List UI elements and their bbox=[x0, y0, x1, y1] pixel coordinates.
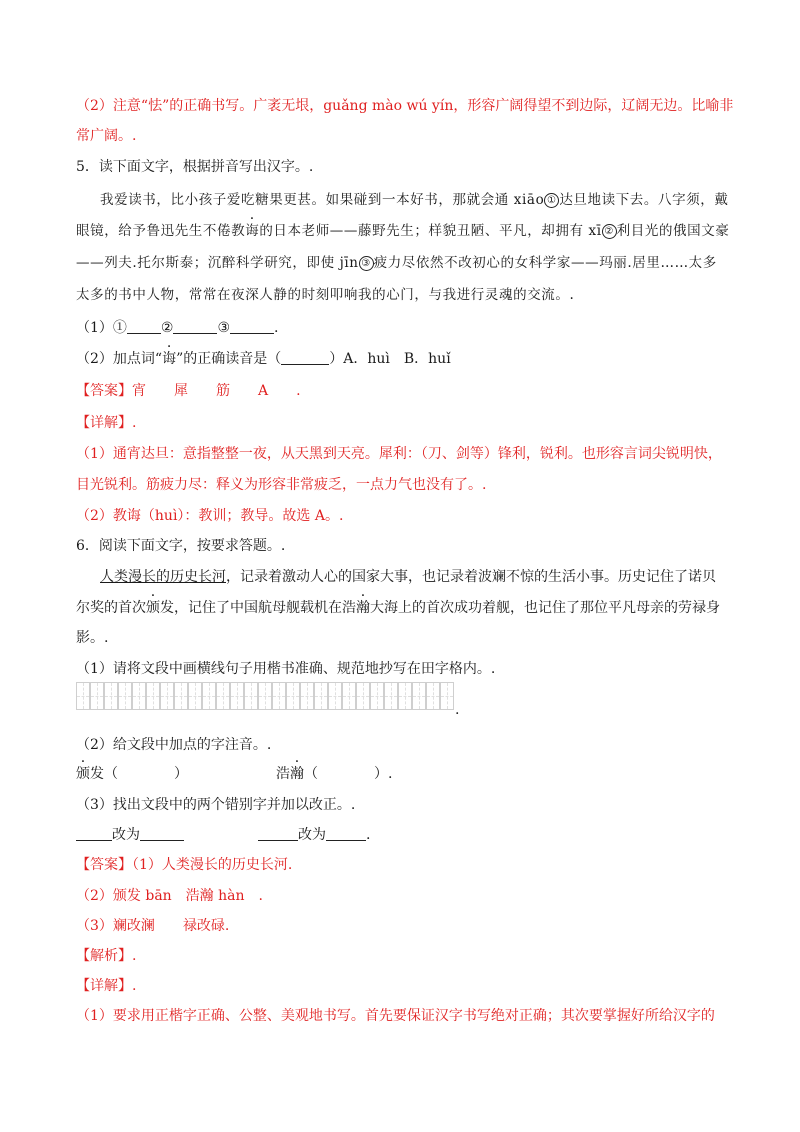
q5-detail-label: 【详解】. bbox=[76, 415, 137, 431]
tianzige-cell[interactable] bbox=[244, 682, 258, 710]
q5-sub2-text: ）A．huì B．huǐ bbox=[329, 351, 451, 367]
tianzige-grid[interactable] bbox=[76, 682, 454, 712]
tianzige-cell[interactable] bbox=[230, 682, 244, 710]
q6-passage-text: 尔奖的首次 bbox=[76, 600, 146, 616]
q5-passage-text: 的日本老师——藤野先生；样貌丑陋、平凡，却拥有 xī bbox=[259, 223, 602, 239]
pinyin-item-left bbox=[76, 764, 188, 784]
dotted-char: 颁 bbox=[76, 766, 90, 782]
q5-passage-line-4: 太多的书中人物，常常在夜深人静的时刻叩响我的心门，与我进行灵魂的交流。. bbox=[76, 287, 575, 303]
q6-answer-3: （3）斓改澜 禄改碌. bbox=[76, 918, 230, 934]
q5-answer: 【答案】宵 犀 筋 A . bbox=[76, 383, 301, 399]
dotted-char: 诲 bbox=[162, 351, 177, 367]
q5-marker-2: ② bbox=[602, 224, 617, 239]
tianzige-cell[interactable] bbox=[398, 682, 412, 710]
prev-detail-line-2: 常广阔。. bbox=[76, 128, 137, 144]
q5-passage-line-1 bbox=[100, 190, 760, 210]
q6-passage-text: ，记录着激动人心的国家大事，也记录着波斓不惊的生活小事。历史记住了诺贝 bbox=[226, 569, 716, 585]
q5-sub2 bbox=[76, 349, 736, 369]
q5-sub1-label: ③ bbox=[217, 320, 231, 336]
tianzige-cell[interactable] bbox=[90, 682, 104, 710]
grid-end-mark: . bbox=[455, 702, 460, 718]
tianzige-cell[interactable] bbox=[286, 682, 300, 710]
q5-passage-text: 利目光的俄国文豪 bbox=[616, 223, 730, 239]
q6-passage-text: 发，记住了中国航母舰载机在浩 bbox=[160, 600, 356, 616]
q5-sub1-label: ② bbox=[160, 320, 174, 336]
q6-detail-1: （1）要求用正楷字正确、公整、美观地书写。首先要保证汉字书写绝对正确；其次要掌握好所给汉字的 bbox=[76, 1008, 715, 1024]
tianzige-cell[interactable] bbox=[440, 682, 454, 710]
q6-heading: 6．阅读下面文字，按要求答题。. bbox=[76, 538, 286, 554]
tianzige-cell[interactable] bbox=[370, 682, 384, 710]
tianzige-cell[interactable] bbox=[356, 682, 370, 710]
q6-passage-text: 大海上的首次成功着舰，也记住了那位平凡母亲的劳禄身 bbox=[370, 600, 720, 616]
q6-answer-1: 【答案】（1）人类漫长的历史长河. bbox=[76, 857, 293, 873]
tianzige-cell[interactable] bbox=[426, 682, 440, 710]
tianzige-cell[interactable] bbox=[328, 682, 342, 710]
tianzige-cell[interactable] bbox=[160, 682, 174, 710]
q5-detail-1-line-2: 目光锐利。筋疲力尽：释义为形容非常疲乏，一点力气也没有了。. bbox=[76, 477, 487, 493]
q6-passage-line-1 bbox=[100, 567, 760, 587]
tianzige-cell[interactable] bbox=[342, 682, 356, 710]
tianzige-cell[interactable] bbox=[146, 682, 160, 710]
answer-blank-4[interactable] bbox=[281, 350, 329, 365]
q6-detail-label: 【详解】. bbox=[76, 978, 137, 994]
q6-sub3: （3）找出文段中的两个错别字并加以改正。. bbox=[76, 797, 356, 813]
q6-passage-line-2 bbox=[76, 598, 736, 618]
tianzige-cell[interactable] bbox=[272, 682, 286, 710]
q6-analysis-label: 【解析】. bbox=[76, 948, 137, 964]
dotted-char: 瀚 bbox=[356, 600, 370, 616]
q6-sub1: （1）请将文段中画横线句子用楷书准确、规范地抄写在田字格内。. bbox=[76, 661, 496, 677]
tianzige-cell[interactable] bbox=[132, 682, 146, 710]
tianzige-cell[interactable] bbox=[258, 682, 272, 710]
correction-blank-3[interactable] bbox=[258, 826, 298, 841]
q5-sub2-text: （2）加点词“ bbox=[76, 351, 163, 367]
correction-blank-2[interactable] bbox=[140, 826, 184, 841]
q5-passage-line-2 bbox=[76, 221, 736, 241]
correction-label: 改为 bbox=[298, 827, 326, 843]
q5-sub2-text: ”的正确读音是（ bbox=[176, 351, 282, 367]
tianzige-cell[interactable] bbox=[118, 682, 132, 710]
pinyin-char: 浩 bbox=[276, 766, 290, 782]
tianzige-cell[interactable] bbox=[202, 682, 216, 710]
answer-blank-1[interactable] bbox=[127, 319, 161, 334]
tianzige-cell[interactable] bbox=[384, 682, 398, 710]
q6-answer-2: （2）颁发 bān 浩瀚 hàn . bbox=[76, 888, 263, 904]
tianzige-cell[interactable] bbox=[216, 682, 230, 710]
tianzige-cell[interactable] bbox=[412, 682, 426, 710]
q5-sub1 bbox=[76, 318, 736, 338]
q5-passage-text: 我爱读书，比小孩子爱吃糖果更甚。如果碰到一本好书，那就会通 xiāo bbox=[100, 192, 545, 208]
dotted-char: 颁 bbox=[146, 600, 160, 616]
correction-right bbox=[258, 825, 370, 845]
dotted-char: 瀚 bbox=[290, 766, 304, 782]
underlined-sentence: 人类漫长的历史长河 bbox=[100, 569, 226, 585]
q5-sub1-label: （1）① bbox=[76, 320, 127, 336]
correction-label: 改为 bbox=[112, 827, 140, 843]
answer-blank-2[interactable] bbox=[173, 319, 217, 334]
pinyin-blank-left[interactable]: 发（ ） bbox=[90, 766, 188, 782]
q6-sub2: （2）给文段中加点的字注音。. bbox=[76, 737, 272, 753]
tianzige-cell[interactable] bbox=[314, 682, 328, 710]
prev-detail-line-1: （2）注意“怯”的正确书写。广袤无垠，guǎng mào wú yín，形容广阔得望不到边际，辽阔无边。比喻非 bbox=[76, 98, 734, 114]
correction-blank-4[interactable] bbox=[326, 826, 366, 841]
q5-marker-1: ① bbox=[544, 193, 559, 208]
correction-left bbox=[76, 825, 184, 845]
q5-marker-3: ③ bbox=[359, 256, 374, 271]
q5-sub1-end: . bbox=[274, 320, 279, 336]
q5-heading: 5．读下面文字，根据拼音写出汉字。. bbox=[76, 159, 314, 175]
q6-passage-line-3: 影。. bbox=[76, 630, 109, 646]
pinyin-blank-right[interactable]: （ ）. bbox=[304, 766, 393, 782]
dotted-char: 诲 bbox=[245, 223, 260, 239]
q5-detail-1-line-1: （1）通宵达旦：意指整整一夜，从天黑到天亮。犀利：（刀、剑等）锋利，锐利。也形容言词尖锐明快， bbox=[76, 446, 722, 462]
tianzige-cell[interactable] bbox=[300, 682, 314, 710]
q5-passage-text: ——列夫.托尔斯泰；沉醉科学研究，即使 jīn bbox=[76, 255, 359, 271]
answer-blank-3[interactable] bbox=[230, 319, 274, 334]
q5-detail-2: （2）教诲（huì）：教训；教导。故选 A。. bbox=[76, 508, 344, 524]
correction-end: . bbox=[366, 827, 371, 843]
pinyin-item-right bbox=[276, 764, 392, 784]
q5-passage-line-3 bbox=[76, 253, 736, 273]
tianzige-cell[interactable] bbox=[174, 682, 188, 710]
q5-passage-text: 疲力尽依然不改初心的女科学家——玛丽.居里……太多 bbox=[373, 255, 717, 271]
q5-passage-text: 眼镜，给予鲁迅先生不倦教 bbox=[76, 223, 246, 239]
q5-passage-text: 达旦地读下去。八字须，戴 bbox=[559, 192, 729, 208]
correction-blank-1[interactable] bbox=[76, 826, 112, 841]
tianzige-cell[interactable] bbox=[188, 682, 202, 710]
tianzige-cell[interactable] bbox=[76, 682, 90, 710]
tianzige-cell[interactable] bbox=[104, 682, 118, 710]
